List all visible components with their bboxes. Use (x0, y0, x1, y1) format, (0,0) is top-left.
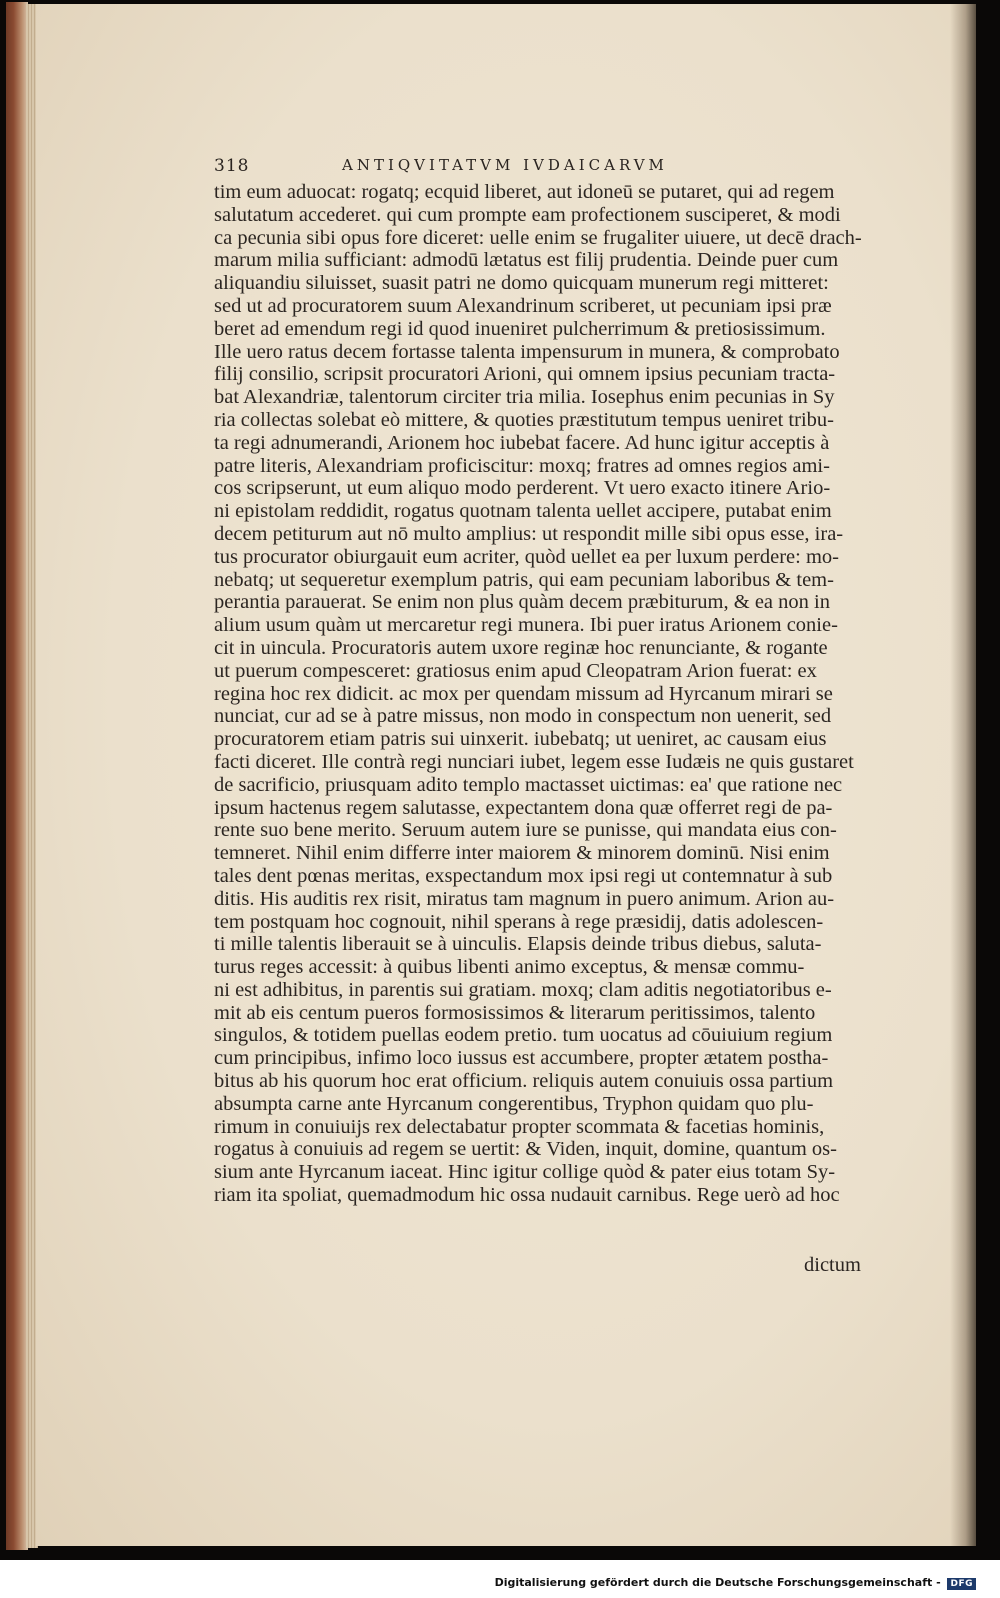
text-line: nunciat, cur ad se à patre missus, non modo in conspectum non uenerit, sed (214, 705, 832, 728)
text-line: aliquandiu siluisset, suasit patri ne domo quicquam munerum regi mitteret: (214, 272, 829, 295)
text-line: marum milia sufficiant: admodū lætatus est filij prudentia. Deinde puer cum (214, 249, 839, 272)
text-line: ti mille talentis liberauit se à uinculis. Elapsis deinde tribus diebus, saluta- (214, 933, 822, 956)
text-line: facti diceret. Ille contrà regi nunciari iubet, legem esse Iudæis ne quis gustaret (214, 750, 854, 773)
text-line: regina hoc rex didicit. ac mox per quendam missum ad Hyrcanum mirari se (214, 682, 833, 705)
text-line: singulos, & totidem puellas eodem pretio. tum uocatus ad cōuiuium regium (214, 1024, 833, 1047)
text-line: decem petiturum aut nō multo amplius: ut respondit mille sibi opus esse, ira- (214, 522, 844, 545)
book-binding (6, 2, 28, 1550)
page-number: 318 (214, 156, 250, 176)
page-header (214, 152, 784, 180)
text-line: Ille uero ratus decem fortasse talenta impensurum in munera, & comprobato (214, 340, 840, 363)
digitization-credit (495, 1576, 976, 1590)
text-line: patre literis, Alexandriam proficiscitur: moxq; fratres ad omnes regios ami- (214, 454, 830, 477)
gutter-shadow (950, 4, 976, 1546)
text-line: cum principibus, infimo loco iussus est accumbere, propter ætatem postha- (214, 1047, 829, 1070)
text-line: riam ita spoliat, quemadmodum hic ossa nudauit carnibus. Rege uerò ad hoc (214, 1184, 840, 1207)
text-line: temneret. Nihil enim differre inter maiorem & minorem dominū. Nisi enim (214, 842, 830, 865)
text-line: ni epistolam reddidit, rogatus quotnam talenta uellet accipere, putabat enim (214, 500, 832, 523)
text-line: alium usum quàm ut mercaretur regi munera. Ibi puer iratus Arionem conie- (214, 614, 838, 637)
text-line: rente suo bene merito. Seruum autem iure se punisse, qui mandata eius con- (214, 819, 837, 842)
running-head: ANTIQVITATVM IVDAICARVM (342, 156, 668, 174)
text-line: ut puerum compesceret: gratiosus enim apud Cleopatram Arion fuerat: ex (214, 659, 817, 682)
credit-text: Digitalisierung gefördert durch die Deutsche Forschungsgemeinschaft - (494, 1576, 941, 1589)
text-line: ditis. His auditis rex risit, miratus tam magnum in puero animum. Arion au- (214, 887, 835, 910)
catchword: dictum (804, 1254, 861, 1276)
text-line: filij consilio, scripsit procuratori Arioni, qui omnem ipsius pecuniam tracta- (214, 363, 836, 386)
text-line: bat Alexandriæ, talentorum circiter tria milia. Iosephus enim pecunias in Sy (214, 386, 835, 409)
body-text (214, 181, 904, 1207)
dfg-logo: DFG (947, 1578, 976, 1590)
text-line: procuratorem etiam patris sui uinxerit. iubebatq; ut ueniret, ac causam eius (214, 728, 827, 751)
text-line: sed ut ad procuratorem suum Alexandrinum scriberet, ut pecuniam ipsi præ (214, 294, 832, 317)
text-line: de sacrificio, priusquam adito templo mactasset uictimas: ea' que ratione nec (214, 773, 843, 796)
text-line: tim eum aduocat: rogatq; ecquid liberet, aut idoneū se putaret, qui ad regem (214, 181, 835, 203)
text-line: ipsum hactenus regem salutasse, expectantem dona quæ offerret regi de pa- (214, 796, 833, 819)
text-line: tem postquam hoc cognouit, nihil sperans à rege præsidij, datis adolescen- (214, 910, 824, 933)
text-line: perantia parauerat. Se enim non plus quàm decem præbiturum, & ea non in (214, 591, 830, 614)
text-line: absumpta carne ante Hyrcanum congerentibus, Tryphon quidam quo plu- (214, 1092, 814, 1115)
text-line: tus procurator obiurgauit eum acriter, quòd uellet ea per luxum perdere: mo- (214, 545, 839, 568)
text-line: sium ante Hyrcanum iaceat. Hinc igitur collige quòd & pater eius totam Sy- (214, 1161, 836, 1184)
text-line: ni est adhibitus, in parentis sui gratiam. moxq; clam aditis negotiatoribus e- (214, 978, 832, 1001)
text-line: nebatq; ut sequeretur exemplum patris, qui eam pecuniam laboribus & tem- (214, 568, 834, 591)
text-line: turus reges accessit: à quibus libenti animo exceptus, & mensæ commu- (214, 956, 805, 979)
text-line: ca pecunia sibi opus fore diceret: uelle enim se frugaliter uiuere, ut decē drach- (214, 226, 862, 249)
text-line: tales dent pœnas meritas, exspectandum mox ipsi regi ut contemnatur à sub (214, 864, 833, 887)
text-line: ria collectas solebat eò mittere, & quoties præstitutum tempus ueniret tribu- (214, 408, 834, 431)
text-line: rogatus à conuiuis ad regem se uertit: & Viden, inquit, domine, quantum os- (214, 1138, 837, 1161)
text-line: rimum in conuiuijs rex delectabatur propter scommata & facetias hominis, (214, 1115, 825, 1138)
text-line: mit ab eis centum pueros formosissimos & literarum peritissimos, talento (214, 1001, 816, 1024)
text-line: salutatum accederet. qui cum prompte eam profectionem susciperet, & modi (214, 203, 841, 226)
text-line: cit in uincula. Procuratoris autem uxore reginæ hoc renunciante, & rogante (214, 636, 828, 659)
text-line: beret ad emendum regi id quod inueniret pulcherrimum & pretiosissimum. (214, 317, 826, 340)
text-line: bitus ab his quorum hoc erat officium. reliquis autem conuiuis ossa partium (214, 1070, 834, 1093)
text-line: ta regi adnumerandi, Arionem hoc iubebat facere. Ad hunc igitur acceptis à (214, 431, 830, 454)
text-line: cos scripserunt, ut eum aliquo modo perderent. Vt uero exacto itinere Ario- (214, 477, 831, 500)
